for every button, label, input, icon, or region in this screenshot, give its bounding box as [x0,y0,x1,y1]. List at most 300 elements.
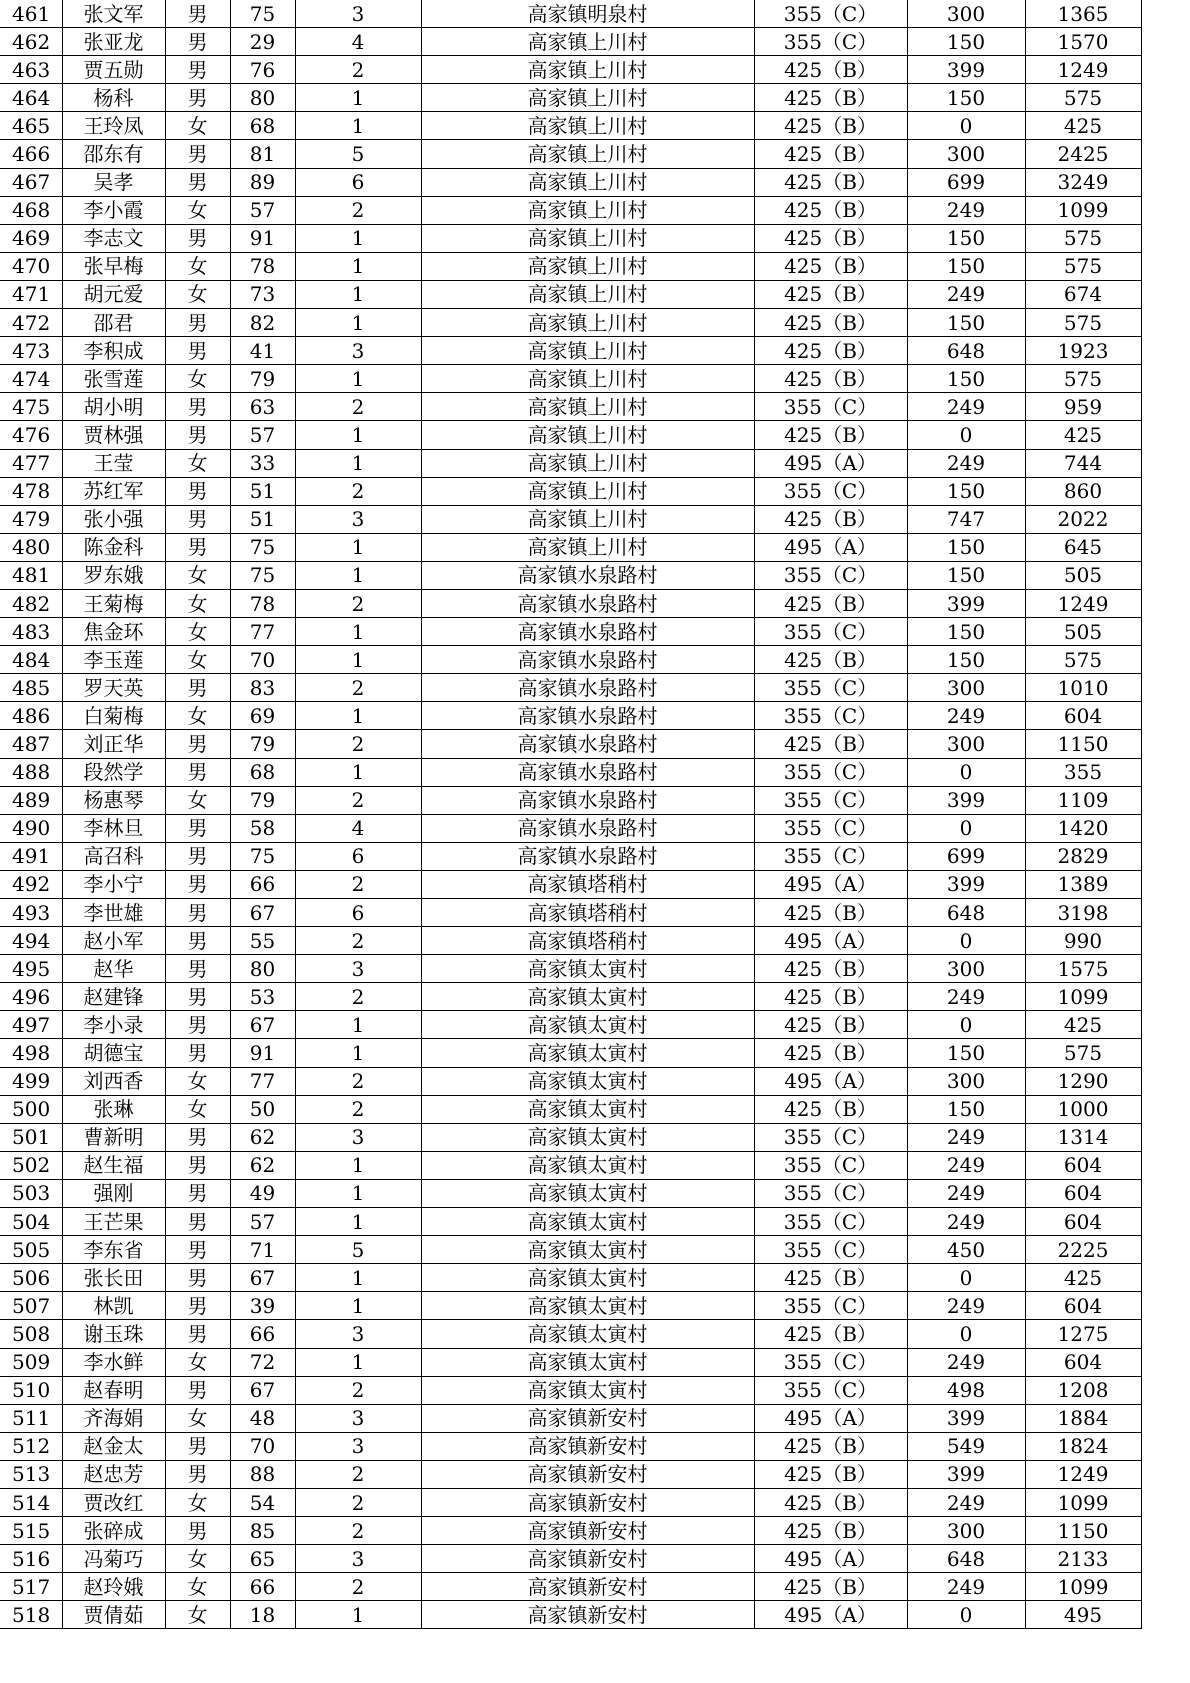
name-cell: 赵建锋 [62,983,165,1011]
age-cell: 58 [230,814,295,842]
name-cell: 赵玲娥 [62,1573,165,1601]
subsidy-cell: 249 [907,702,1025,730]
total-cell: 1923 [1025,337,1141,365]
household-size-cell: 2 [295,1376,421,1404]
row-number-cell: 479 [0,505,62,533]
table-row [0,618,1141,646]
name-cell: 齐海娟 [62,1404,165,1432]
household-size-cell: 1 [295,533,421,561]
table-row [0,1460,1141,1488]
name-cell: 李水鲜 [62,1348,165,1376]
total-cell: 425 [1025,112,1141,140]
standard-cell: 355（C） [754,786,907,814]
total-cell: 1208 [1025,1376,1141,1404]
household-size-cell: 3 [295,1123,421,1151]
total-cell: 744 [1025,449,1141,477]
row-number-cell: 500 [0,1095,62,1123]
household-size-cell: 2 [295,56,421,84]
total-cell: 674 [1025,280,1141,308]
village-cell: 高家镇上川村 [421,56,754,84]
household-size-cell: 2 [295,927,421,955]
row-number-cell: 497 [0,1011,62,1039]
subsidy-cell: 249 [907,1488,1025,1516]
name-cell: 冯菊巧 [62,1545,165,1573]
gender-cell: 男 [165,927,230,955]
total-cell: 1099 [1025,1573,1141,1601]
village-cell: 高家镇水泉路村 [421,814,754,842]
village-cell: 高家镇塔稍村 [421,870,754,898]
total-cell: 604 [1025,1208,1141,1236]
table-row [0,1348,1141,1376]
row-number-cell: 503 [0,1179,62,1207]
standard-cell: 495（A） [754,533,907,561]
age-cell: 80 [230,955,295,983]
subsidy-cell: 150 [907,84,1025,112]
table-row [0,421,1141,449]
table-row [0,702,1141,730]
village-cell: 高家镇太寅村 [421,1236,754,1264]
gender-cell: 男 [165,477,230,505]
name-cell: 赵生福 [62,1151,165,1179]
village-cell: 高家镇新安村 [421,1601,754,1629]
table-row [0,589,1141,617]
age-cell: 50 [230,1095,295,1123]
table-row [0,927,1141,955]
row-number-cell: 461 [0,0,62,28]
row-number-cell: 478 [0,477,62,505]
name-cell: 谢玉珠 [62,1320,165,1348]
name-cell: 赵小军 [62,927,165,955]
table-row [0,955,1141,983]
total-cell: 1575 [1025,955,1141,983]
household-size-cell: 6 [295,842,421,870]
row-number-cell: 491 [0,842,62,870]
gender-cell: 女 [165,646,230,674]
subsidy-cell: 300 [907,1517,1025,1545]
gender-cell: 男 [165,1236,230,1264]
row-number-cell: 482 [0,589,62,617]
standard-cell: 425（B） [754,1264,907,1292]
name-cell: 张琳 [62,1095,165,1123]
row-number-cell: 470 [0,252,62,280]
gender-cell: 男 [165,1011,230,1039]
village-cell: 高家镇上川村 [421,337,754,365]
village-cell: 高家镇太寅村 [421,1208,754,1236]
table-row [0,1432,1141,1460]
household-size-cell: 1 [295,1151,421,1179]
standard-cell: 425（B） [754,224,907,252]
age-cell: 89 [230,168,295,196]
gender-cell: 女 [165,1488,230,1516]
table-row [0,365,1141,393]
standard-cell: 425（B） [754,1320,907,1348]
subsidy-cell: 300 [907,674,1025,702]
total-cell: 645 [1025,533,1141,561]
row-number-cell: 471 [0,280,62,308]
age-cell: 68 [230,758,295,786]
standard-cell: 425（B） [754,1011,907,1039]
household-size-cell: 1 [295,1348,421,1376]
table-row [0,1067,1141,1095]
age-cell: 79 [230,365,295,393]
age-cell: 66 [230,1573,295,1601]
village-cell: 高家镇新安村 [421,1573,754,1601]
age-cell: 33 [230,449,295,477]
gender-cell: 男 [165,899,230,927]
village-cell: 高家镇上川村 [421,280,754,308]
total-cell: 2225 [1025,1236,1141,1264]
gender-cell: 男 [165,758,230,786]
name-cell: 贾五勋 [62,56,165,84]
gender-cell: 男 [165,393,230,421]
table-row [0,1264,1141,1292]
row-number-cell: 511 [0,1404,62,1432]
name-cell: 白菊梅 [62,702,165,730]
age-cell: 18 [230,1601,295,1629]
table-row [0,224,1141,252]
subsidy-cell: 399 [907,870,1025,898]
standard-cell: 425（B） [754,337,907,365]
gender-cell: 女 [165,1545,230,1573]
age-cell: 57 [230,196,295,224]
age-cell: 76 [230,56,295,84]
name-cell: 吴孝 [62,168,165,196]
name-cell: 罗天英 [62,674,165,702]
age-cell: 91 [230,1039,295,1067]
total-cell: 604 [1025,1292,1141,1320]
standard-cell: 425（B） [754,730,907,758]
gender-cell: 男 [165,955,230,983]
name-cell: 赵忠芳 [62,1460,165,1488]
village-cell: 高家镇新安村 [421,1488,754,1516]
standard-cell: 355（C） [754,1179,907,1207]
gender-cell: 男 [165,1292,230,1320]
table-row [0,505,1141,533]
standard-cell: 425（B） [754,1573,907,1601]
row-number-cell: 476 [0,421,62,449]
subsidy-cell: 150 [907,224,1025,252]
household-size-cell: 6 [295,899,421,927]
village-cell: 高家镇上川村 [421,533,754,561]
standard-cell: 425（B） [754,589,907,617]
village-cell: 高家镇水泉路村 [421,589,754,617]
table-row [0,1517,1141,1545]
subsidy-cell: 300 [907,730,1025,758]
table-row [0,1236,1141,1264]
age-cell: 83 [230,674,295,702]
gender-cell: 男 [165,842,230,870]
household-size-cell: 1 [295,646,421,674]
village-cell: 高家镇太寅村 [421,1039,754,1067]
subsidy-cell: 150 [907,1039,1025,1067]
subsidy-cell: 399 [907,1404,1025,1432]
name-cell: 陈金科 [62,533,165,561]
name-cell: 张小强 [62,505,165,533]
name-cell: 赵华 [62,955,165,983]
age-cell: 78 [230,589,295,617]
village-cell: 高家镇太寅村 [421,1011,754,1039]
village-cell: 高家镇太寅村 [421,1320,754,1348]
row-number-cell: 490 [0,814,62,842]
household-size-cell: 2 [295,589,421,617]
village-cell: 高家镇新安村 [421,1517,754,1545]
standard-cell: 425（B） [754,309,907,337]
gender-cell: 男 [165,870,230,898]
row-number-cell: 495 [0,955,62,983]
table-row [0,1320,1141,1348]
standard-cell: 425（B） [754,112,907,140]
subsidy-cell: 150 [907,252,1025,280]
total-cell: 1365 [1025,0,1141,28]
table-row [0,1573,1141,1601]
village-cell: 高家镇太寅村 [421,1095,754,1123]
village-cell: 高家镇上川村 [421,112,754,140]
table-row [0,140,1141,168]
table-row [0,449,1141,477]
subsidy-cell: 648 [907,337,1025,365]
standard-cell: 355（C） [754,561,907,589]
gender-cell: 男 [165,224,230,252]
row-number-cell: 518 [0,1601,62,1629]
household-size-cell: 2 [295,1095,421,1123]
gender-cell: 女 [165,618,230,646]
table-row [0,1011,1141,1039]
row-number-cell: 504 [0,1208,62,1236]
total-cell: 1000 [1025,1095,1141,1123]
subsidy-cell: 0 [907,1011,1025,1039]
subsidy-cell: 249 [907,1123,1025,1151]
subsidy-cell: 249 [907,1573,1025,1601]
total-cell: 425 [1025,1264,1141,1292]
row-number-cell: 465 [0,112,62,140]
table-row [0,84,1141,112]
household-size-cell: 2 [295,196,421,224]
age-cell: 88 [230,1460,295,1488]
subsidy-cell: 249 [907,1151,1025,1179]
name-cell: 高召科 [62,842,165,870]
village-cell: 高家镇上川村 [421,309,754,337]
household-size-cell: 2 [295,1460,421,1488]
name-cell: 胡元爱 [62,280,165,308]
table-row [0,1601,1141,1629]
standard-cell: 425（B） [754,899,907,927]
household-size-cell: 1 [295,1264,421,1292]
standard-cell: 355（C） [754,702,907,730]
gender-cell: 女 [165,1095,230,1123]
age-cell: 68 [230,112,295,140]
row-number-cell: 466 [0,140,62,168]
gender-cell: 女 [165,702,230,730]
standard-cell: 355（C） [754,1151,907,1179]
gender-cell: 女 [165,365,230,393]
table-row [0,280,1141,308]
gender-cell: 女 [165,1404,230,1432]
standard-cell: 425（B） [754,505,907,533]
village-cell: 高家镇水泉路村 [421,758,754,786]
row-number-cell: 501 [0,1123,62,1151]
standard-cell: 495（A） [754,927,907,955]
gender-cell: 男 [165,1460,230,1488]
household-size-cell: 3 [295,0,421,28]
household-size-cell: 1 [295,84,421,112]
row-number-cell: 510 [0,1376,62,1404]
village-cell: 高家镇新安村 [421,1404,754,1432]
age-cell: 41 [230,337,295,365]
table-row [0,252,1141,280]
household-size-cell: 1 [295,702,421,730]
total-cell: 2829 [1025,842,1141,870]
household-size-cell: 2 [295,393,421,421]
subsidy-cell: 249 [907,1179,1025,1207]
age-cell: 51 [230,477,295,505]
name-cell: 王菊梅 [62,589,165,617]
village-cell: 高家镇水泉路村 [421,561,754,589]
row-number-cell: 499 [0,1067,62,1095]
table-row [0,1151,1141,1179]
name-cell: 罗东娥 [62,561,165,589]
village-cell: 高家镇上川村 [421,168,754,196]
village-cell: 高家镇上川村 [421,28,754,56]
age-cell: 75 [230,842,295,870]
total-cell: 505 [1025,618,1141,646]
standard-cell: 355（C） [754,0,907,28]
household-size-cell: 2 [295,870,421,898]
household-size-cell: 3 [295,1432,421,1460]
gender-cell: 男 [165,1179,230,1207]
age-cell: 80 [230,84,295,112]
row-number-cell: 472 [0,309,62,337]
household-size-cell: 2 [295,1067,421,1095]
gender-cell: 男 [165,1264,230,1292]
row-number-cell: 493 [0,899,62,927]
household-size-cell: 1 [295,1039,421,1067]
household-size-cell: 1 [295,1179,421,1207]
gender-cell: 女 [165,1348,230,1376]
total-cell: 575 [1025,1039,1141,1067]
row-number-cell: 515 [0,1517,62,1545]
subsidy-cell: 150 [907,618,1025,646]
standard-cell: 495（A） [754,1545,907,1573]
standard-cell: 355（C） [754,1348,907,1376]
village-cell: 高家镇明泉村 [421,0,754,28]
gender-cell: 男 [165,1123,230,1151]
table-row [0,0,1141,28]
standard-cell: 355（C） [754,1236,907,1264]
total-cell: 604 [1025,1151,1141,1179]
subsidy-cell: 150 [907,1095,1025,1123]
household-size-cell: 1 [295,224,421,252]
total-cell: 1824 [1025,1432,1141,1460]
age-cell: 77 [230,1067,295,1095]
gender-cell: 男 [165,814,230,842]
age-cell: 57 [230,421,295,449]
standard-cell: 355（C） [754,674,907,702]
table-row [0,786,1141,814]
total-cell: 1884 [1025,1404,1141,1432]
table-row [0,56,1141,84]
age-cell: 75 [230,533,295,561]
subsidy-cell: 0 [907,112,1025,140]
gender-cell: 女 [165,589,230,617]
age-cell: 66 [230,1320,295,1348]
row-number-cell: 481 [0,561,62,589]
total-cell: 1099 [1025,196,1141,224]
household-size-cell: 3 [295,1404,421,1432]
table-row [0,1179,1141,1207]
name-cell: 邵东有 [62,140,165,168]
subsidy-cell: 0 [907,1320,1025,1348]
gender-cell: 女 [165,1573,230,1601]
subsidy-cell: 0 [907,421,1025,449]
subsidy-cell: 150 [907,533,1025,561]
gender-cell: 男 [165,421,230,449]
village-cell: 高家镇水泉路村 [421,674,754,702]
household-size-cell: 3 [295,1545,421,1573]
standard-cell: 495（A） [754,870,907,898]
village-cell: 高家镇上川村 [421,477,754,505]
household-size-cell: 1 [295,1208,421,1236]
total-cell: 1010 [1025,674,1141,702]
village-cell: 高家镇新安村 [421,1432,754,1460]
name-cell: 李东省 [62,1236,165,1264]
name-cell: 邵君 [62,309,165,337]
name-cell: 焦金环 [62,618,165,646]
subsidy-cell: 249 [907,1292,1025,1320]
table-row [0,28,1141,56]
village-cell: 高家镇水泉路村 [421,646,754,674]
total-cell: 425 [1025,421,1141,449]
row-number-cell: 502 [0,1151,62,1179]
total-cell: 575 [1025,646,1141,674]
gender-cell: 男 [165,337,230,365]
total-cell: 355 [1025,758,1141,786]
village-cell: 高家镇新安村 [421,1545,754,1573]
standard-cell: 425（B） [754,196,907,224]
subsidy-cell: 300 [907,0,1025,28]
age-cell: 67 [230,899,295,927]
row-number-cell: 496 [0,983,62,1011]
row-number-cell: 464 [0,84,62,112]
row-number-cell: 487 [0,730,62,758]
standard-cell: 425（B） [754,168,907,196]
name-cell: 贾改红 [62,1488,165,1516]
total-cell: 575 [1025,84,1141,112]
village-cell: 高家镇上川村 [421,421,754,449]
age-cell: 71 [230,1236,295,1264]
table-row [0,112,1141,140]
subsidy-cell: 249 [907,449,1025,477]
total-cell: 575 [1025,309,1141,337]
household-size-cell: 5 [295,140,421,168]
table-row [0,646,1141,674]
gender-cell: 男 [165,1039,230,1067]
gender-cell: 女 [165,1601,230,1629]
subsidy-cell: 399 [907,589,1025,617]
name-cell: 段然学 [62,758,165,786]
standard-cell: 425（B） [754,280,907,308]
village-cell: 高家镇上川村 [421,140,754,168]
table-row [0,1292,1141,1320]
age-cell: 65 [230,1545,295,1573]
household-size-cell: 1 [295,112,421,140]
standard-cell: 425（B） [754,365,907,393]
table-row [0,561,1141,589]
total-cell: 604 [1025,702,1141,730]
age-cell: 39 [230,1292,295,1320]
subsidy-cell: 249 [907,280,1025,308]
village-cell: 高家镇太寅村 [421,1067,754,1095]
gender-cell: 男 [165,140,230,168]
